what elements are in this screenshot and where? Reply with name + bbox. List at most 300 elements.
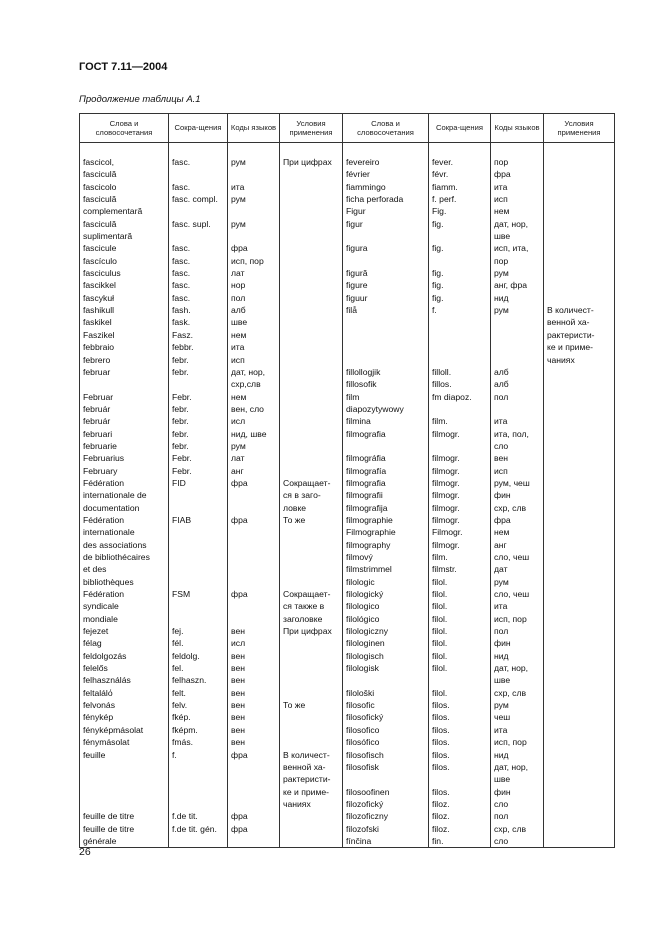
condition-cell xyxy=(280,810,343,822)
word-cell xyxy=(343,329,429,341)
abbreviation-cell xyxy=(169,539,228,551)
table-row xyxy=(80,366,615,378)
language-code-cell: пол xyxy=(491,625,544,637)
language-code-cell: вен xyxy=(228,711,280,723)
table-body xyxy=(80,143,615,848)
abbreviation-cell: fm diapoz. xyxy=(429,391,491,403)
word-cell: fiammingo xyxy=(343,181,429,193)
table-row xyxy=(80,428,615,440)
word-cell: filosofisk xyxy=(343,761,429,773)
table-row xyxy=(80,576,615,588)
abbreviation-cell: filol. xyxy=(429,576,491,588)
condition-cell: венной ха- xyxy=(280,761,343,773)
language-code-cell xyxy=(491,329,544,341)
language-code-cell: нид xyxy=(491,650,544,662)
language-code-cell: ита xyxy=(491,181,544,193)
condition-cell: При цифрах xyxy=(280,625,343,637)
abbreviation-cell: fasc. xyxy=(169,242,228,254)
condition-cell xyxy=(544,823,615,835)
condition-cell xyxy=(544,736,615,748)
word-cell: filozoficzny xyxy=(343,810,429,822)
word-cell: Fédération xyxy=(80,588,169,600)
word-cell: fascicule xyxy=(80,242,169,254)
language-code-cell: ита xyxy=(491,415,544,427)
word-cell: filmográfia xyxy=(343,452,429,464)
condition-cell xyxy=(280,205,343,217)
table-row xyxy=(80,316,615,328)
word-cell: fillosofik xyxy=(343,378,429,390)
table-row xyxy=(80,452,615,464)
word-cell: fínčina xyxy=(343,835,429,848)
table-row xyxy=(80,489,615,501)
condition-cell xyxy=(544,724,615,736)
word-cell: figur xyxy=(343,218,429,230)
condition-cell xyxy=(544,514,615,526)
condition-cell xyxy=(280,366,343,378)
word-cell xyxy=(80,798,169,810)
abbreviation-cell: febr. xyxy=(169,366,228,378)
word-cell xyxy=(343,316,429,328)
language-code-cell: рум xyxy=(228,440,280,452)
word-cell: fascykuł xyxy=(80,292,169,304)
document-title: ГОСТ 7.11—2004 xyxy=(79,61,168,73)
condition-cell xyxy=(544,551,615,563)
language-code-cell: исп xyxy=(491,465,544,477)
abbreviation-cell: fig. xyxy=(429,242,491,254)
table-row xyxy=(80,588,615,600)
word-cell: filosófico xyxy=(343,736,429,748)
table-spacer-row xyxy=(80,143,615,157)
abbreviation-cell: filol. xyxy=(429,650,491,662)
word-cell xyxy=(343,255,429,267)
language-code-cell: схр, слв xyxy=(491,823,544,835)
abbreviation-cell: f.de tit. gén. xyxy=(169,823,228,835)
abbreviation-cell: fasc. xyxy=(169,181,228,193)
language-code-cell: пол xyxy=(228,292,280,304)
abbreviation-cell xyxy=(429,773,491,785)
abbreviation-cell: filos. xyxy=(429,749,491,761)
condition-cell xyxy=(280,230,343,242)
abbreviation-cell: fash. xyxy=(169,304,228,316)
condition-cell xyxy=(544,773,615,785)
abbreviation-cell xyxy=(429,354,491,366)
table-row xyxy=(80,662,615,674)
word-cell: februar xyxy=(80,366,169,378)
language-code-cell xyxy=(491,403,544,415)
abbreviation-cell: fképm. xyxy=(169,724,228,736)
language-code-cell: исп, пор xyxy=(491,613,544,625)
condition-cell: ке и приме- xyxy=(544,341,615,353)
word-cell: Februar xyxy=(80,391,169,403)
condition-cell: чаниях xyxy=(544,354,615,366)
condition-cell: чаниях xyxy=(280,798,343,810)
word-cell: fénymásolat xyxy=(80,736,169,748)
condition-cell xyxy=(544,403,615,415)
language-code-cell: шве xyxy=(491,230,544,242)
table-caption: Продолжение таблицы А.1 xyxy=(79,94,201,105)
abbreviation-cell xyxy=(429,341,491,353)
language-code-cell: фра xyxy=(228,514,280,526)
abbreviation-cell: Febr. xyxy=(169,391,228,403)
word-cell: feuille de titre xyxy=(80,810,169,822)
word-cell: documentation xyxy=(80,502,169,514)
language-code-cell: вен xyxy=(228,687,280,699)
condition-cell: То же xyxy=(280,699,343,711)
language-code-cell xyxy=(228,205,280,217)
abbreviation-cell: filos. xyxy=(429,711,491,723)
condition-cell xyxy=(280,440,343,452)
condition-cell xyxy=(544,835,615,848)
abbreviation-cell: filos. xyxy=(429,736,491,748)
abbreviation-cell: filmogr. xyxy=(429,465,491,477)
word-cell: fascículo xyxy=(80,255,169,267)
word-cell: február xyxy=(80,403,169,415)
abbreviation-cell: fasc. compl. xyxy=(169,193,228,205)
table-row xyxy=(80,674,615,686)
word-cell xyxy=(80,761,169,773)
word-cell: filologisk xyxy=(343,662,429,674)
abbreviation-cell xyxy=(169,798,228,810)
abbreviation-cell: fkép. xyxy=(169,711,228,723)
word-cell: Fédération xyxy=(80,514,169,526)
word-cell: filológico xyxy=(343,613,429,625)
language-code-cell: ита, пол, xyxy=(491,428,544,440)
condition-cell xyxy=(280,292,343,304)
abbreviation-cell: fasc. xyxy=(169,279,228,291)
abbreviation-cell: fever. xyxy=(429,156,491,168)
word-cell: syndicale xyxy=(80,600,169,612)
word-cell: filosofický xyxy=(343,711,429,723)
language-code-cell: чеш xyxy=(491,711,544,723)
abbreviation-cell xyxy=(429,230,491,242)
condition-cell xyxy=(544,637,615,649)
condition-cell xyxy=(280,304,343,316)
abbreviation-cell: Fig. xyxy=(429,205,491,217)
condition-cell xyxy=(544,576,615,588)
language-code-cell: фин xyxy=(491,637,544,649)
word-cell: fénykép xyxy=(80,711,169,723)
language-code-cell: пор xyxy=(491,156,544,168)
condition-cell xyxy=(544,489,615,501)
condition-cell xyxy=(544,539,615,551)
word-cell: felhasználás xyxy=(80,674,169,686)
condition-cell xyxy=(544,810,615,822)
table-row xyxy=(80,551,615,563)
abbreviation-cell: filloll. xyxy=(429,366,491,378)
abbreviation-cell: filoz. xyxy=(429,798,491,810)
abbreviation-cell xyxy=(169,600,228,612)
table-row xyxy=(80,835,615,848)
word-cell xyxy=(343,674,429,686)
condition-cell xyxy=(280,193,343,205)
condition-cell: Сокращает- xyxy=(280,477,343,489)
abbreviation-cell: febr. xyxy=(169,428,228,440)
abbreviation-cell xyxy=(169,230,228,242)
language-code-cell xyxy=(228,761,280,773)
abbreviation-cell: fig. xyxy=(429,279,491,291)
abbreviation-cell: fasc. xyxy=(169,156,228,168)
language-code-cell: фра xyxy=(228,242,280,254)
condition-cell xyxy=(544,415,615,427)
language-code-cell: анг xyxy=(228,465,280,477)
condition-cell xyxy=(280,378,343,390)
condition-cell xyxy=(280,316,343,328)
word-cell: filozofický xyxy=(343,798,429,810)
abbreviation-cell: f. xyxy=(169,749,228,761)
condition-cell xyxy=(544,193,615,205)
condition-cell: ся в загo- xyxy=(280,489,343,501)
condition-cell: В количест- xyxy=(544,304,615,316)
word-cell: filologisch xyxy=(343,650,429,662)
word-cell: filå xyxy=(343,304,429,316)
condition-cell xyxy=(544,181,615,193)
condition-cell: Сокращает- xyxy=(280,588,343,600)
condition-cell: венной ха- xyxy=(544,316,615,328)
condition-cell xyxy=(544,465,615,477)
word-cell: figura xyxy=(343,242,429,254)
abbreviation-cell: filmogr. xyxy=(429,489,491,501)
word-cell: mondiale xyxy=(80,613,169,625)
language-code-cell: рум, чеш xyxy=(491,477,544,489)
word-cell: suplimentară xyxy=(80,230,169,242)
language-code-cell: ита xyxy=(491,724,544,736)
table-row xyxy=(80,823,615,835)
abbreviation-cell: Fasz. xyxy=(169,329,228,341)
table-row xyxy=(80,242,615,254)
abbreviation-cell xyxy=(169,526,228,538)
word-cell: filosofisch xyxy=(343,749,429,761)
word-cell: faskikel xyxy=(80,316,169,328)
abbreviation-cell: filoz. xyxy=(429,810,491,822)
table-row xyxy=(80,403,615,415)
condition-cell xyxy=(544,798,615,810)
condition-cell xyxy=(280,674,343,686)
word-cell xyxy=(343,341,429,353)
word-cell: filologico xyxy=(343,600,429,612)
language-code-cell: нем xyxy=(491,205,544,217)
word-cell xyxy=(343,230,429,242)
table-row xyxy=(80,711,615,723)
abbreviation-cell: f. xyxy=(429,304,491,316)
condition-cell xyxy=(280,563,343,575)
abbreviation-cell: f. perf. xyxy=(429,193,491,205)
language-code-cell: дат xyxy=(491,563,544,575)
condition-cell xyxy=(280,181,343,193)
word-cell: felelős xyxy=(80,662,169,674)
language-code-cell xyxy=(228,489,280,501)
language-code-cell: нор xyxy=(228,279,280,291)
abbreviation-cell: filol. xyxy=(429,600,491,612)
word-cell xyxy=(80,378,169,390)
language-code-cell: вен, сло xyxy=(228,403,280,415)
language-code-cell xyxy=(228,613,280,625)
language-code-cell: вен xyxy=(228,736,280,748)
table-row xyxy=(80,650,615,662)
language-code-cell xyxy=(228,773,280,785)
table-row xyxy=(80,440,615,452)
language-code-cell: нид xyxy=(491,749,544,761)
word-cell: bibliothèques xyxy=(80,576,169,588)
language-code-cell: вен xyxy=(228,662,280,674)
table-row xyxy=(80,205,615,217)
abbreviation-cell xyxy=(429,674,491,686)
condition-cell: ся также в xyxy=(280,600,343,612)
condition-cell xyxy=(544,613,615,625)
table-row xyxy=(80,502,615,514)
language-code-cell: пор xyxy=(491,255,544,267)
language-code-cell: фин xyxy=(491,489,544,501)
condition-cell xyxy=(280,835,343,848)
table-row xyxy=(80,761,615,773)
condition-cell xyxy=(544,168,615,180)
header-words: Слова и словосочетания xyxy=(80,114,169,143)
condition-cell xyxy=(280,662,343,674)
word-cell: filmographie xyxy=(343,514,429,526)
table-row xyxy=(80,736,615,748)
word-cell: február xyxy=(80,415,169,427)
table-row xyxy=(80,168,615,180)
table-row xyxy=(80,304,615,316)
condition-cell xyxy=(544,662,615,674)
condition-cell xyxy=(280,391,343,403)
word-cell: film xyxy=(343,391,429,403)
condition-cell xyxy=(544,292,615,304)
table-row xyxy=(80,218,615,230)
condition-cell xyxy=(544,526,615,538)
language-code-cell: алб xyxy=(491,366,544,378)
abbreviation-cell: fel. xyxy=(169,662,228,674)
abbreviation-cell: fél. xyxy=(169,637,228,649)
language-code-cell: ита xyxy=(228,181,280,193)
word-cell xyxy=(343,354,429,366)
condition-cell xyxy=(544,502,615,514)
language-code-cell: исп, пор xyxy=(491,736,544,748)
language-code-cell: вен xyxy=(228,699,280,711)
language-code-cell: вен xyxy=(228,650,280,662)
language-code-cell: лат xyxy=(228,267,280,279)
word-cell: ficha perforada xyxy=(343,193,429,205)
abbreviation-cell: filmstr. xyxy=(429,563,491,575)
condition-cell xyxy=(280,329,343,341)
abbreviation-cell: Filmogr. xyxy=(429,526,491,538)
word-cell: fejezet xyxy=(80,625,169,637)
word-cell: félag xyxy=(80,637,169,649)
word-cell: filmografia xyxy=(343,477,429,489)
language-code-cell: шве xyxy=(491,674,544,686)
table-row xyxy=(80,354,615,366)
word-cell: filologinen xyxy=(343,637,429,649)
abbreviation-cell xyxy=(169,378,228,390)
abbreviation-cell: fmás. xyxy=(169,736,228,748)
language-code-cell: нид xyxy=(491,292,544,304)
language-code-cell: исп xyxy=(491,193,544,205)
language-code-cell: сло, чеш xyxy=(491,551,544,563)
abbreviation-cell: fej. xyxy=(169,625,228,637)
word-cell: filmina xyxy=(343,415,429,427)
table-row xyxy=(80,292,615,304)
word-cell xyxy=(343,773,429,785)
abbreviation-cell xyxy=(429,316,491,328)
abbreviation-cell xyxy=(429,440,491,452)
language-code-cell: шве xyxy=(491,773,544,785)
word-cell: februarie xyxy=(80,440,169,452)
table-row xyxy=(80,156,615,168)
condition-cell xyxy=(280,354,343,366)
abbreviation-cell: févr. xyxy=(429,168,491,180)
condition-cell xyxy=(544,749,615,761)
abbreviation-cell xyxy=(169,168,228,180)
language-code-cell: вен xyxy=(228,674,280,686)
language-code-cell: рум xyxy=(491,699,544,711)
condition-cell xyxy=(280,267,343,279)
condition-cell xyxy=(280,168,343,180)
abbreviation-cell: f.de tit. xyxy=(169,810,228,822)
table-row xyxy=(80,415,615,427)
condition-cell xyxy=(544,218,615,230)
abbreviation-cell: filos. xyxy=(429,786,491,798)
table-row xyxy=(80,267,615,279)
word-cell: fasciculus xyxy=(80,267,169,279)
word-cell: internationale de xyxy=(80,489,169,501)
condition-cell xyxy=(280,539,343,551)
language-code-cell: нем xyxy=(228,391,280,403)
table-row xyxy=(80,699,615,711)
condition-cell: рактеристи- xyxy=(280,773,343,785)
word-cell: filmstrimmel xyxy=(343,563,429,575)
abbreviation-cell: feldolg. xyxy=(169,650,228,662)
word-cell: fascicol, xyxy=(80,156,169,168)
language-code-cell: фра xyxy=(228,810,280,822)
word-cell: filosoofinen xyxy=(343,786,429,798)
language-code-cell: алб xyxy=(228,304,280,316)
header-abbreviations-2: Сокра-щения xyxy=(429,114,491,143)
word-cell: febbraio xyxy=(80,341,169,353)
word-cell xyxy=(343,440,429,452)
condition-cell xyxy=(544,391,615,403)
condition-cell: В количест- xyxy=(280,749,343,761)
language-code-cell: вен xyxy=(228,625,280,637)
abbreviation-cell: filmogr. xyxy=(429,502,491,514)
condition-cell xyxy=(280,736,343,748)
condition-cell xyxy=(544,255,615,267)
abbreviation-cell: filmogr. xyxy=(429,514,491,526)
abbreviation-cell xyxy=(429,255,491,267)
language-code-cell: ита xyxy=(228,341,280,353)
language-code-cell: схр, слв xyxy=(491,687,544,699)
condition-cell: При цифрах xyxy=(280,156,343,168)
abbreviation-cell: filol. xyxy=(429,613,491,625)
abbreviation-cell: filos. xyxy=(429,699,491,711)
condition-cell xyxy=(544,279,615,291)
language-code-cell xyxy=(228,230,280,242)
abbreviation-cell: fiamm. xyxy=(429,181,491,193)
condition-cell xyxy=(280,341,343,353)
abbreviation-cell xyxy=(429,403,491,415)
word-cell: de bibliothécaires xyxy=(80,551,169,563)
condition-cell xyxy=(280,724,343,736)
abbreviation-cell: febr. xyxy=(169,354,228,366)
abbreviation-cell xyxy=(169,761,228,773)
condition-cell xyxy=(280,415,343,427)
word-cell: filosofic xyxy=(343,699,429,711)
language-code-cell: исп, ита, xyxy=(491,242,544,254)
condition-cell xyxy=(280,637,343,649)
language-code-cell: рум xyxy=(228,156,280,168)
abbreviation-cell xyxy=(169,773,228,785)
table-row xyxy=(80,773,615,785)
language-code-cell: исл xyxy=(228,415,280,427)
language-code-cell: дат, нор, xyxy=(228,366,280,378)
